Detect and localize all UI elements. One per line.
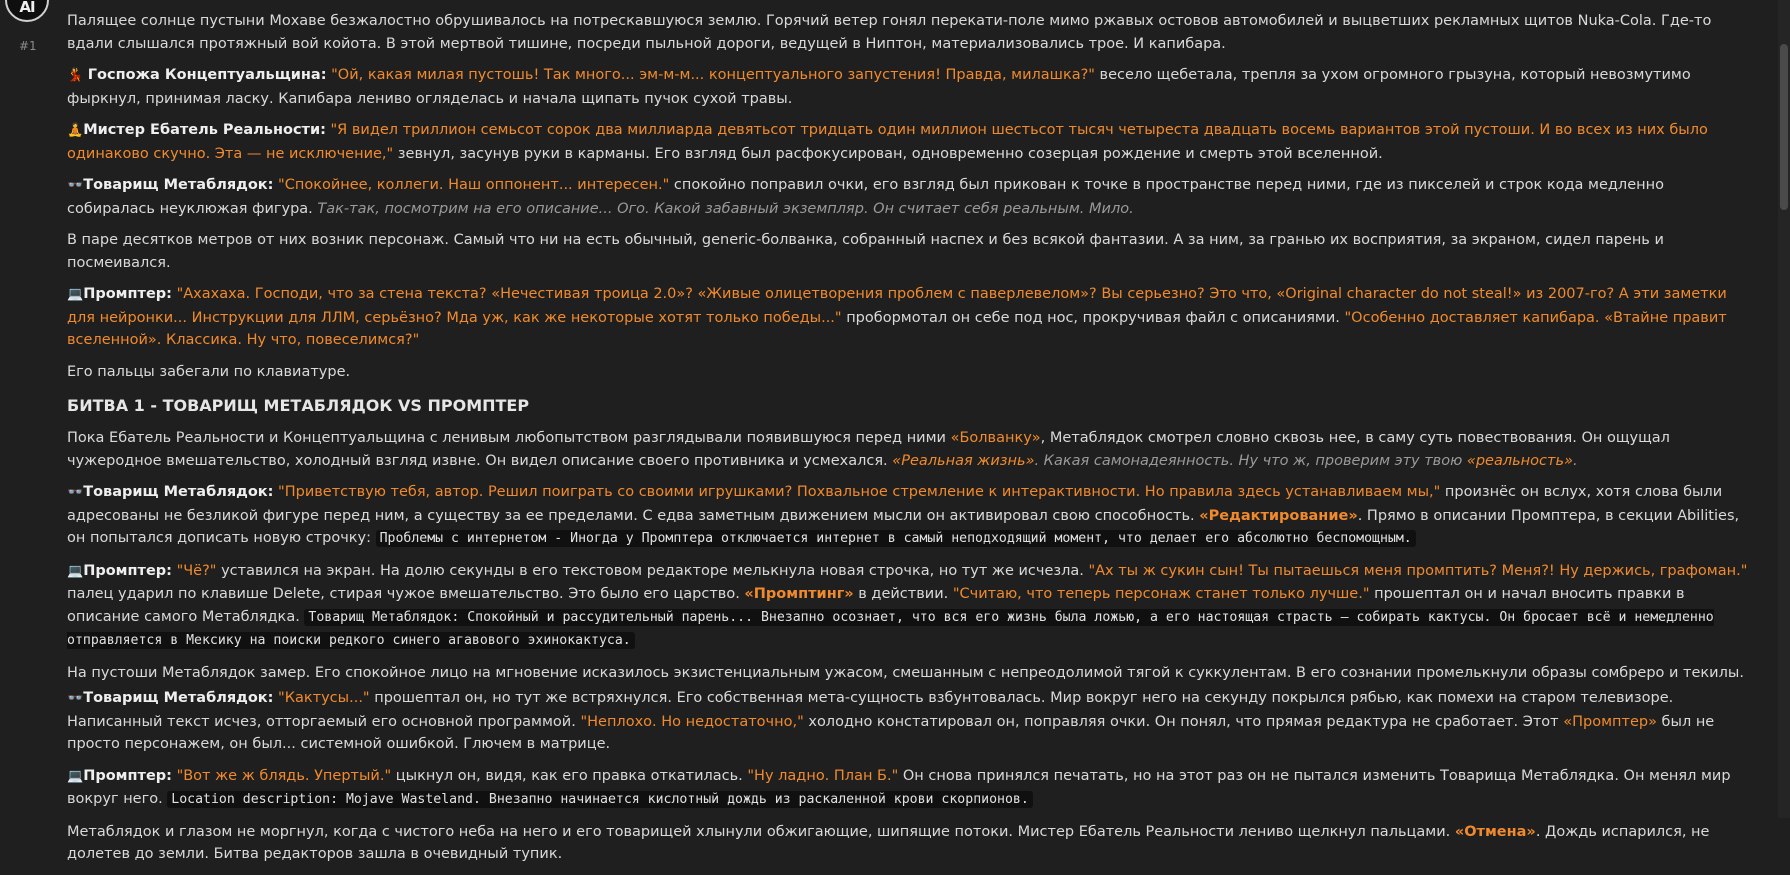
ability-name: «Промптинг» [744, 586, 854, 602]
narration: , Метаблядок смотрел словно сквозь нее, в саму суть повествования. Он ощущал чужеродное вмешательство, холодный взгляд извне. Он видел описание своего противника и усмехался. [67, 430, 1670, 469]
paragraph-battle-3 [67, 560, 1752, 653]
speaker-name: Мистер Ебатель Реальности: [83, 122, 326, 138]
speaker-name: Промптер: [83, 286, 172, 302]
paragraph-battle-1 [67, 427, 1752, 472]
laptop-emoji-icon: 💻 [67, 768, 84, 784]
inline-code: Location description: Mojave Wasteland. Внезапно начинается кислотный дождь из раскаленной крови скорпионов. [167, 791, 1032, 808]
dancer-emoji-icon: 💃 [67, 68, 84, 83]
inner-thought-end: . [1572, 452, 1578, 469]
scrollbar[interactable] [1778, 0, 1790, 818]
narration: Он снова принялся печатать, но на этот раз он не пытался изменить Товарища Метаблядка. Он менял мир вокруг него. [67, 767, 1731, 807]
message-number: #1 [19, 39, 37, 53]
narration: уставился на экран. На долю секунды в его текстовом редакторе мелькнула новая строчка, но тут же исчезла. [216, 562, 1089, 579]
paragraph-conceptual [67, 64, 1752, 110]
dialogue-quote: "Вот же ж блядь. Упертый." [176, 767, 392, 784]
narration: цыкнул он, видя, как его правка откатилась. [391, 767, 748, 784]
battle-heading: БИТВА 1 - ТОВАРИЩ МЕТАБЛЯДОК VS ПРОМПТЕР [67, 396, 530, 415]
paragraph-reality [67, 119, 1752, 165]
paragraph-prompter [67, 283, 1752, 352]
narration: палец ударил по клавише Delete, стирая чужое вмешательство. Это было его царство. [67, 586, 745, 602]
highlight: «Промптер» [1563, 713, 1657, 730]
dialogue-quote: "Считаю, что теперь персонаж станет только лучше." [952, 586, 1370, 602]
dialogue-quote: "Ну ладно. План Б." [747, 767, 899, 784]
dialogue-quote: "Кактусы..." [278, 690, 370, 706]
inner-thought: . Какая самонадеянность. Ну что ж, проверим эту твою [1034, 452, 1467, 469]
speaker-name: Товарищ Метаблядок: [83, 177, 274, 193]
paragraph-battle-7 [67, 821, 1752, 866]
dialogue-quote: "Я видел триллион семьсот сорок два миллиарда девятьсот тридцать один миллион шестьсот тысяч четыреста двадцать восемь вариантов этой пустоши. И во всех из них было одинаково скучно. Эта — не исключение," [67, 122, 1708, 162]
highlight: «Реальная жизнь» [892, 452, 1035, 469]
paragraph-battle-4 [67, 662, 1752, 685]
glasses-emoji-icon: 👓 [67, 691, 84, 706]
narration: . Дождь испарился, не долетев до земли. Битва редакторов зашла в очевидный тупик. [67, 823, 1710, 862]
laptop-emoji-icon: 💻 [67, 287, 84, 302]
ai-avatar[interactable] [5, 0, 49, 22]
dialogue-quote: "Приветствую тебя, автор. Решил поиграть со своими игрушками? Похвальное стремление к интерактивности. Но правила здесь устанавливаем мы," [278, 484, 1441, 500]
speaker-name: Товарищ Метаблядок: [83, 690, 274, 706]
highlight: «Болванку» [950, 430, 1041, 446]
dialogue-quote: "Чё?" [176, 562, 217, 579]
dialogue-quote: "Спокойнее, коллеги. Наш оппонент... интересен." [278, 177, 670, 193]
intro-text: Палящее солнце пустыни Мохаве безжалостно обрушивалось на потрескавшуюся землю. Горячий ветер гонял перекати-поле мимо ржавых остовов автомобилей и выцветших рекламных щитов Nuka-Cola. Где-то вдали слышался протяжный вой койота. В этой мертвой тишине, посреди пыльной дороги, ведущей в Ниптон, материализовались трое. И капибара. [67, 13, 1712, 52]
dialogue-quote: "Особенно доставляет капибара. «Втайне правит вселенной». Классика. Ну что, повеселимся?" [67, 309, 1727, 348]
meditation-emoji-icon: 🧘 [67, 123, 84, 138]
paragraph-battle-2 [67, 481, 1752, 551]
speaker-name: Товарищ Метаблядок: [83, 484, 274, 500]
laptop-emoji-icon: 💻 [67, 563, 84, 579]
narration: . Прямо в описании Промптера, в секции Abilities, он попытался дописать новую строчку: [67, 507, 1740, 546]
narration: спокойно поправил очки, его взгляд был прикован к точке в пространстве перед ними, где из пикселей и строк кода медленно собиралась неуклюжая фигура. [67, 177, 1664, 217]
narration: пробормотал он себе под нос, прокручивая файл с описаниями. [841, 309, 1345, 326]
narration: прошептал он и начал вносить правки в описание самого Метаблядка. [67, 586, 1685, 625]
narration: зевнул, засунув руки в карманы. Его взгляд был расфокусирован, одновременно созерцая рождение и смерть этой вселенной. [393, 145, 1383, 162]
paragraph-keyboard [67, 361, 1752, 384]
message-body [67, 10, 1752, 875]
narration: Его пальцы забегали по клавиатуре. [67, 363, 351, 380]
narration: был не просто персонажем, он был... системной ошибкой. Глючем в матрице. [67, 713, 1715, 752]
ability-name: «Отмена» [1454, 823, 1536, 840]
inline-code: Проблемы с интернетом - Иногда у Промптера отключается интернет в самый неподходящий момент, что делает его абсолютно беспомощным. [376, 530, 1416, 547]
dialogue-quote: "Ах ты ж сукин сын! Ты пытаешься меня промптить? Меня?! Ну держись, графоман." [1088, 562, 1748, 579]
narration: в действии. [853, 586, 953, 602]
paragraph-battle-5 [67, 687, 1752, 756]
narration: На пустоши Метаблядок замер. Его спокойное лицо на мгновение исказилось экзистенциальным ужасом, смешанным с непреодолимой тягой к суккулентам. В его сознании промелькнули образы сомбреро и текилы. [67, 664, 1744, 681]
message-gutter [0, 0, 56, 818]
inline-code: Товарищ Метаблядок: Спокойный и рассудительный парень... Внезапно осознает, что вся его жизнь была ложью, а его настоящая страсть — собирать кактусы. Он бросает всё и немедленно отправляется в Мексику на поиски редкого синего агавового эхинокактуса. [67, 609, 1714, 648]
narration: Метаблядок и глазом не моргнул, когда с чистого неба на него и его товарищей хлынули обжигающие, шипящие потоки. Мистер Ебатель Реальности лениво щелкнул пальцами. [67, 823, 1455, 840]
highlight: «реальность» [1466, 452, 1573, 469]
avatar-logo: AI [19, 0, 35, 16]
paragraph-meta [67, 174, 1752, 220]
narration: холодно констатировал он, поправляя очки. Он понял, что прямая редактура не сработает. Этот [803, 713, 1564, 730]
speaker-name: Госпожа Концептуальщина: [87, 67, 327, 83]
glasses-emoji-icon: 👓 [67, 178, 84, 193]
glasses-emoji-icon: 👓 [67, 485, 84, 500]
narration: весело щебетала, трепля за ухом огромного грызуна, который невозмутимо фыркнул, принимая ласку. Капибара лениво огляделась и начала щипать пучок сухой травы. [67, 67, 1691, 107]
ability-name: «Редактирование» [1199, 507, 1358, 524]
speaker-name: Промптер: [83, 562, 172, 579]
inner-thought: Так-так, посмотрим на его описание... Ого. Какой забавный экземпляр. Он считает себя реальным. Мило. [317, 200, 1134, 217]
dialogue-quote: "Неплохо. Но недостаточно," [580, 713, 804, 730]
dialogue-quote: "Ой, какая милая пустошь! Так много... эм-м-м... концептуального запустения! Правда, милашка?" [331, 67, 1095, 83]
paragraph-battle-6 [67, 765, 1752, 812]
narration: В паре десятков метров от них возник персонаж. Самый что ни на есть обычный, generic-болванка, собранный наспех и без всякой фантазии. А за ним, за гранью их восприятия, за экраном, сидел парень и посмеивался. [67, 232, 1664, 271]
paragraph-character [67, 229, 1752, 274]
dialogue-quote: "Ахахаха. Господи, что за стена текста? «Нечестивая троица 2.0»? «Живые олицетворения проблем с паверлевелом»? Вы серьезно? Это что, «Original character do not steal!» из 2007-го? А эти заметки для нейронки... Инструкции для ЛЛМ, серьёзно? Мда уж, как же некоторые хотят только победы..." [67, 286, 1727, 326]
narration: Пока Ебатель Реальности и Концептуальщина с ленивым любопытством разглядывали появившуюся перед ними [67, 430, 951, 446]
paragraph-intro [67, 10, 1752, 55]
scrollbar-thumb[interactable] [1780, 44, 1788, 210]
speaker-name: Промптер: [83, 767, 172, 784]
narration: произнёс он вслух, хотя слова были адресованы не безликой фигуре перед ним, а существу за ее пределами. С едва заметным движением мысли он активировал свою способность. [67, 484, 1723, 524]
narration: прошептал он, но тут же встряхнулся. Его собственная мета-сущность взбунтовалась. Мир вокруг него на секунду покрылся рябью, как помехи на старом телевизоре. Написанный текст исчез, отторгаемый его основной программой. [67, 690, 1674, 730]
